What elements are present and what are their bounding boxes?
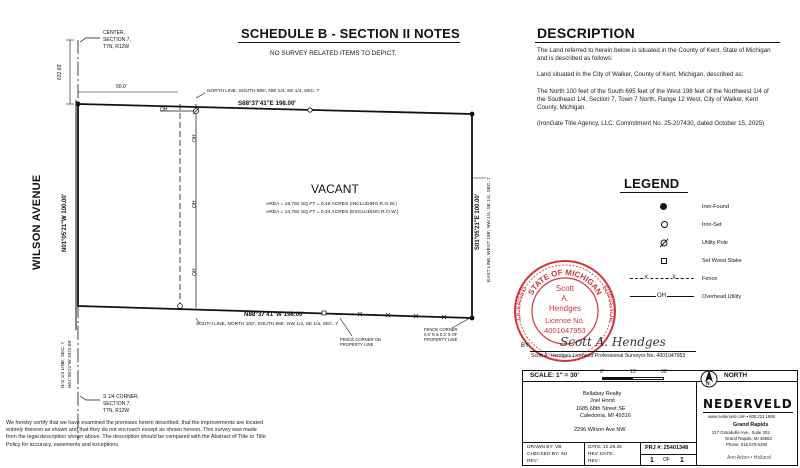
north-bearing: S88°37'41"E 198.00' bbox=[238, 100, 296, 107]
company-office: Grand Rapids bbox=[733, 422, 769, 428]
west-bearing: N01°05'21"W 100.00' bbox=[62, 193, 68, 252]
seal-license: License No. bbox=[545, 316, 585, 325]
dim-50: 50.0' bbox=[116, 84, 127, 90]
sheet-number: 1 bbox=[650, 457, 654, 464]
company-address-2: Grand Rapids, MI 49503 bbox=[725, 436, 772, 441]
client-name: Bellabay Realty bbox=[583, 391, 622, 397]
rev-1: REV.: bbox=[527, 459, 540, 464]
date: DATE: 10.28.25 bbox=[588, 445, 622, 450]
schedule-b-note: NO SURVEY RELATED ITEMS TO DEPICT. bbox=[270, 50, 397, 57]
description-title: DESCRIPTION bbox=[537, 25, 635, 41]
client-street: 1685 68th Street SE bbox=[576, 406, 626, 412]
legend-row-iron-set: Iron-Set bbox=[620, 220, 780, 230]
scale-label: SCALE: 1" = 30' bbox=[530, 372, 579, 379]
legend-row-fence: X X Fence bbox=[620, 274, 780, 284]
description-underline bbox=[535, 42, 780, 43]
oh-label-3: OH bbox=[192, 200, 198, 208]
seal-name-3: Hendges bbox=[548, 304, 582, 313]
svg-text:SURVEYOR bbox=[600, 284, 615, 323]
north-line-label: NORTH LINE, SOUTH 695', NW 1/4, SE 1/4, SEC. 7 bbox=[207, 89, 320, 94]
company-address-1: 217 Grandville Ave., Suite 302 bbox=[712, 430, 770, 435]
rev-2: REV.: bbox=[588, 459, 601, 464]
schedule-b-underline bbox=[238, 42, 460, 43]
legend-row-overhead: OH Overhead Utility bbox=[620, 292, 780, 302]
company-logo: NEDERVELD bbox=[703, 397, 793, 411]
oh-label-4: OH bbox=[192, 268, 198, 276]
wood-stake-icon bbox=[661, 258, 667, 264]
seal-license-no: 4001047953 bbox=[544, 326, 586, 335]
north-arrow-letter: N bbox=[706, 381, 710, 387]
client-contact: Joel Horst bbox=[590, 398, 615, 404]
seal-name-2: A. bbox=[561, 294, 569, 303]
description-para-3: The North 100 feet of the South 695 feet of the West 198 feet of the Northwest 1/4 of the Southeast 1/4, Section 7, Town 7 North, Range 12 West, City of Walker, Kent County, Michigan. bbox=[537, 87, 769, 112]
description-body bbox=[537, 47, 777, 128]
description-para-2: Land situated in the City of Walker, County of Kent, Michigan, described as: bbox=[537, 71, 744, 79]
utility-pole-icon bbox=[659, 238, 669, 248]
legend-row-utility-pole: Utility Pole bbox=[620, 238, 780, 248]
seal-outer-left: LICENSED bbox=[515, 286, 529, 321]
svg-text:LICENSED bbox=[515, 286, 529, 321]
oh-label-2: OH bbox=[192, 134, 198, 142]
legend-title: LEGEND bbox=[624, 176, 680, 191]
wilson-avenue-label: WILSON AVENUE bbox=[31, 174, 43, 270]
ns-line-label: N-S 1/4 LINE, SEC. 7 N01°05'21"W 1922.69' bbox=[61, 339, 73, 388]
seal-name-1: Scott bbox=[555, 284, 575, 293]
center-label: CENTER, SECTION 7, T7N, R12W bbox=[103, 30, 131, 50]
certification-text: We hereby certify that we have examined the premises herein described, that the improvements are located entirely thereon as shown and that they do not encroach except as shown hereon. This survey was made from the legal description shown above. The description should be compared with the Abstract of Title or Title Policy for accuracy, easements and exceptions. bbox=[6, 420, 266, 448]
signature-printed: Scott A. Hendges Licensed Professional Surveyor No. 4001047953 bbox=[531, 353, 686, 359]
scale-tick-15: 15' bbox=[630, 369, 637, 375]
sheet-total: 1 bbox=[680, 457, 684, 464]
vacant-label: VACANT bbox=[311, 182, 359, 196]
scale-tick-0: 0' bbox=[600, 369, 604, 375]
east-line-label: EAST LINE, WEST 198', NW 1/4, SE 1/4, SEC. 7 bbox=[487, 177, 492, 282]
legend-underline bbox=[620, 192, 688, 193]
legend-row-iron-found: Iron-Found bbox=[620, 202, 780, 212]
fence-line-icon bbox=[630, 278, 694, 279]
s14-corner-label: S 1/4 CORNER, SECTION 7, T7N, R12W bbox=[103, 394, 140, 414]
site-address: 2296 Wilson Ave NW bbox=[574, 427, 626, 433]
company-web: www.nederveld.com • 800.222.1868 bbox=[708, 414, 775, 419]
description-para-4: (IronGate Title Agency, LLC, Commitment No. 25-207430, dated October 15, 2025) bbox=[537, 120, 765, 128]
iron-set-icon bbox=[661, 221, 668, 228]
drawn-by: DRAWN BY: VB bbox=[527, 445, 562, 450]
sheet-of: OF bbox=[663, 457, 670, 463]
client-city: Caledonia, MI 49316 bbox=[580, 413, 631, 419]
signature-script: Scott A. Hendges bbox=[560, 335, 666, 349]
scale-tick-30: 30' bbox=[661, 369, 668, 375]
description-para-1: The Land referred to herein below is situated in the County of Kent, State of Michigan and is described as follows: bbox=[537, 47, 771, 63]
checked-by: CHECKED BY: SH bbox=[527, 452, 568, 457]
north-label: NORTH bbox=[724, 372, 748, 379]
east-bearing: S01°05'21"E 100.00' bbox=[475, 193, 481, 250]
company-other-offices: Ann Arbor • Holland bbox=[727, 455, 771, 461]
fence-corner-label-1: FENCE CORNER ON PROPERTY LINE bbox=[340, 337, 381, 347]
logo-underline bbox=[703, 412, 793, 413]
by-label: BY: bbox=[521, 343, 531, 349]
company-phone: Phone: 616.575.5190 bbox=[726, 442, 768, 447]
project-number: PRJ #: 25401348 bbox=[645, 445, 689, 451]
area-including: AREA = 19,782 SQ FT = 0.45 ACRES (INCLUDING R.O.W.) bbox=[266, 202, 397, 207]
dim-632: 632.69' bbox=[57, 63, 63, 80]
signature-line bbox=[530, 351, 696, 352]
south-line-label: SOUTH LINE, NORTH 100', SOUTH 695', NW 1/4, SE 1/4, SEC. 7 bbox=[196, 322, 338, 327]
area-excluding: AREA = 14,782 SQ FT = 0.34 ACRES (EXCLUDING R.O.W.) bbox=[266, 210, 399, 215]
iron-found-icon bbox=[660, 203, 667, 210]
scale-bar bbox=[602, 377, 664, 380]
seal-outer-right: SURVEYOR bbox=[600, 284, 616, 323]
legend-row-wood-stake: Set Wood Stake bbox=[620, 256, 780, 266]
oh-label-1: OH bbox=[160, 107, 168, 113]
rev-date: REV. DATE: bbox=[588, 452, 614, 457]
fence-corner-label-2: FENCE CORNER 0.6' N & 0.3' S OF PROPERTY LINE bbox=[424, 327, 458, 342]
seal-ring-text: STATE OF MICHIGAN bbox=[526, 267, 604, 297]
south-bearing: N88°37'41"W 198.00' bbox=[244, 311, 304, 318]
schedule-b-title: SCHEDULE B - SECTION II NOTES bbox=[241, 26, 460, 41]
